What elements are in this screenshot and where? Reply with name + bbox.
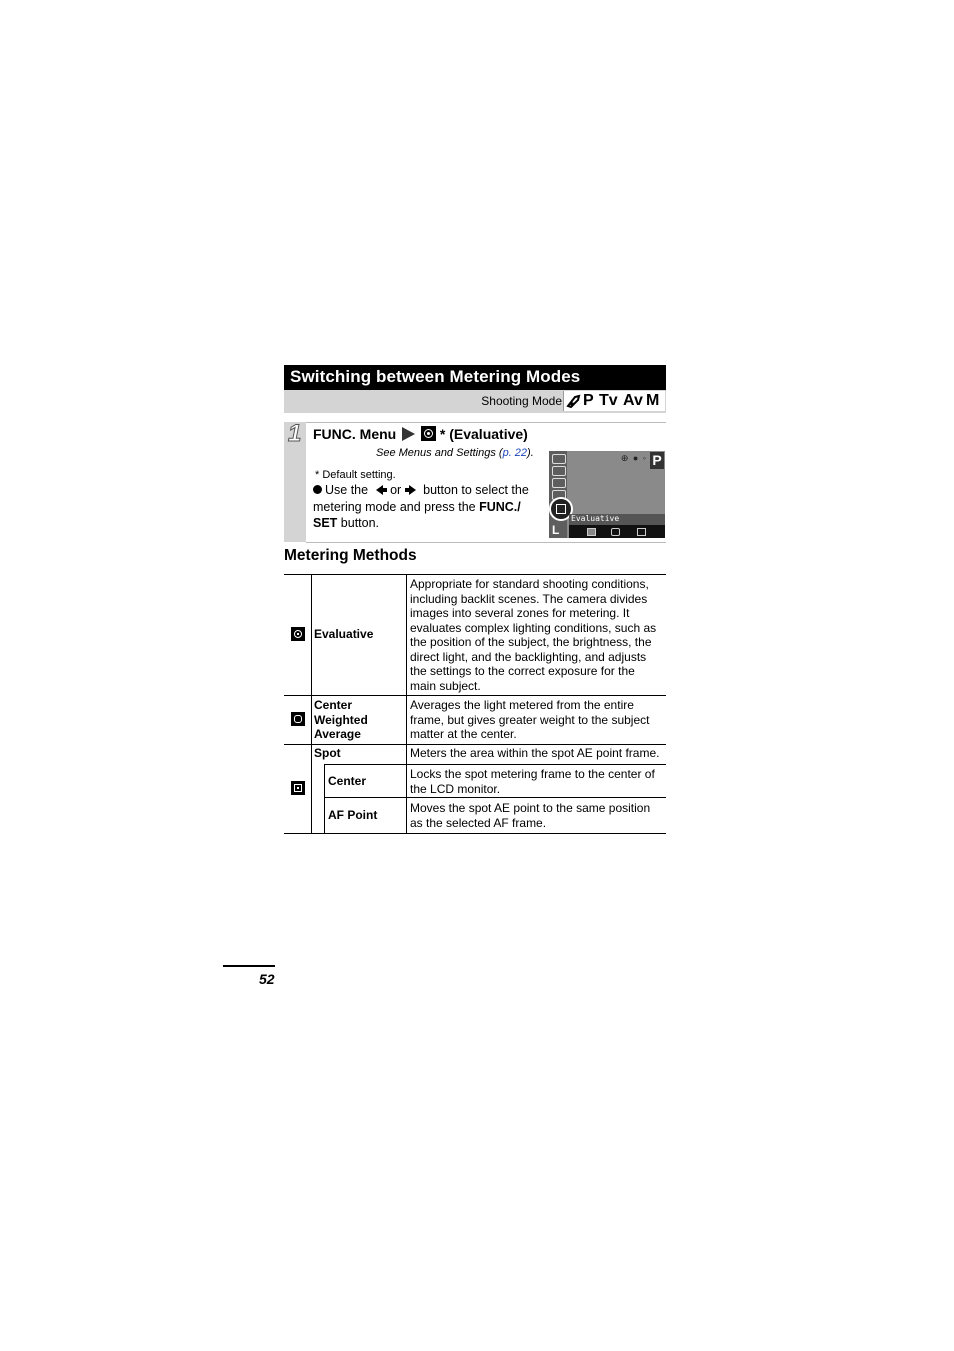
spot-sub-option: AF Point [328,808,378,822]
spot-sub-option: Center [328,774,367,788]
lcd-screen-image [549,451,665,538]
shooting-mode-bar [284,390,666,413]
method-name: Evaluative [314,627,374,641]
menu-icon [552,478,566,488]
func-menu-label: FUNC. Menu [313,426,397,442]
lcd-options-bar [569,525,665,538]
evaluative-metering-icon [556,504,566,514]
lcd-label: Evaluative [571,514,620,523]
see-menus-note: See Menus and Settings (p. 22). [376,447,534,459]
spot-metering-icon [291,781,305,795]
step-instruction-heading [313,426,528,442]
table-row-divider [284,744,666,745]
lcd-size-indicator: L [552,523,560,537]
step-number: 1 [288,420,302,447]
table-col-divider [406,764,407,834]
mode-av: Av [623,392,643,409]
camera-icon [566,393,582,409]
center-weighted-metering-icon [611,528,620,536]
footer-rule [223,965,275,967]
mode-p: P [583,392,594,409]
method-name: Spot [314,746,341,760]
mode-tv: Tv [599,392,618,409]
table-row-divider [284,695,666,696]
method-description: Meters the area within the spot AE point frame. [410,746,660,760]
table-col-divider [406,574,407,764]
step-number-column [284,422,306,542]
instruction-text: Use the or button to select the metering mode and press the FUNC./ SET button. [313,483,529,530]
menu-icon [552,466,566,476]
evaluative-metering-icon [587,528,596,536]
shooting-mode-label: Shooting Mode [481,394,562,408]
spot-sub-description: Locks the spot metering frame to the center of the LCD monitor. [410,767,655,796]
shooting-mode-icons [563,391,665,411]
default-setting-note: * Default setting. [315,469,396,481]
left-arrow-icon [376,485,383,495]
method-description: Appropriate for standard shooting conditions, including backlit scenes. The camera divides images into several zones for metering. It evaluates complex lighting conditions, such as the position of the subject, the brightness, the direct light, and the backlighting, and adjusts the settings to the correct exposure for the main subject. [410,577,657,693]
step-top-divider [306,422,666,423]
page-link[interactable]: p. 22 [502,447,528,459]
section-title: Switching between Metering Modes [290,367,581,386]
table-border [284,833,666,834]
evaluative-metering-icon [421,426,436,441]
table-border [284,574,666,575]
right-arrow-icon [409,485,416,495]
bullet-icon [313,485,322,494]
metering-methods-heading: Metering Methods [284,547,417,564]
metering-methods-table [284,574,666,834]
table-row-divider [324,797,666,798]
lcd-status-icons: ⊕ ● ◦ [620,453,647,463]
menu-icon [552,454,566,464]
table-col-divider [324,764,325,834]
mode-m: M [646,392,660,409]
page-number: 52 [259,971,275,987]
spot-sub-description: Moves the spot AE point to the same position as the selected AF frame. [410,801,651,830]
method-name: Center Weighted Average [314,698,368,741]
center-weighted-metering-icon [291,712,305,726]
spot-metering-icon [637,528,646,536]
table-col-divider [311,574,312,834]
section-title-bar [284,365,666,390]
evaluative-metering-icon [291,627,305,641]
table-row-divider [324,764,666,765]
method-description: Averages the light metered from the entire frame, but gives greater weight to the subject matter at the center. [410,698,650,741]
arrow-right-icon [402,427,415,441]
lcd-mode-indicator: P [650,452,664,469]
lcd-label-bar [569,514,665,525]
step-bottom-divider [306,542,666,543]
lcd-menu-sidebar [549,451,567,538]
evaluative-label: * (Evaluative) [439,426,528,442]
